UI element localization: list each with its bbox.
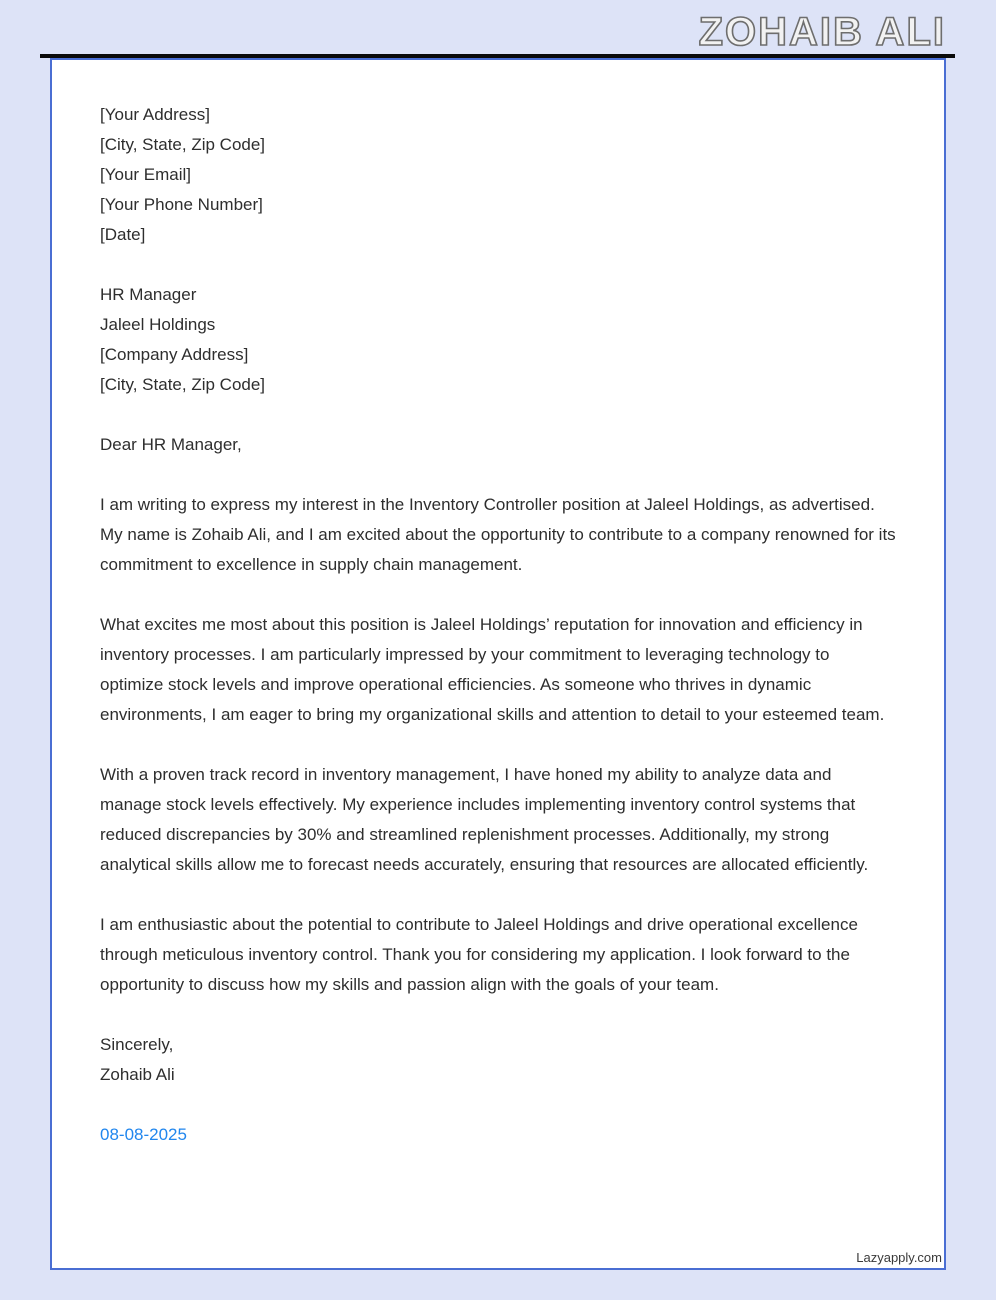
salutation: Dear HR Manager, (100, 435, 242, 454)
salutation-block (100, 430, 896, 460)
sender-address-line: [Your Address] (100, 105, 210, 124)
header (699, 10, 946, 54)
signature-name: Zohaib Ali (100, 1065, 175, 1084)
sender-city-line: [City, State, Zip Code] (100, 135, 266, 154)
closing-phrase: Sincerely, (100, 1035, 174, 1054)
header-name: ZOHAIB ALI (698, 10, 946, 54)
paragraph-intro: I am writing to express my interest in the Inventory Controller position at Jaleel Holdings, as advertised. My name is Zohaib Ali, and I am excited about the opportunity to contribute to a company renowned for its commitment to excellence in supply chain management. (100, 495, 896, 574)
paragraph-motivation: What excites me most about this position is Jaleel Holdings’ reputation for innovation and efficiency in inventory processes. I am particularly impressed by your commitment to leveraging technology to optimize stock levels and improve operational efficiencies. As someone who thrives in dynamic environments, I am eager to bring my organizational skills and attention to detail to your esteemed team. (100, 615, 885, 724)
cover-letter-body (50, 58, 946, 1270)
signature-block (100, 1030, 896, 1090)
recipient-block (100, 280, 896, 400)
paragraph-closing: I am enthusiastic about the potential to contribute to Jaleel Holdings and drive operational excellence through meticulous inventory control. Thank you for considering my application. I look forward to the opportunity to discuss how my skills and passion align with the goals of your team. (100, 915, 858, 994)
sender-date-line: [Date] (100, 225, 146, 244)
sender-email-line: [Your Email] (100, 165, 192, 184)
sender-address-block (100, 100, 896, 250)
footer-brand-link[interactable]: Lazyapply.com (856, 1250, 942, 1265)
paragraph-experience: With a proven track record in inventory management, I have honed my ability to analyze data and manage stock levels effectively. My experience includes implementing inventory control systems that reduced discrepancies by 30% and streamlined replenishment processes. Additionally, my strong analytical skills allow me to forecast needs accurately, ensuring that resources are allocated efficiently. (100, 765, 869, 874)
recipient-city-line: [City, State, Zip Code] (100, 375, 266, 394)
sender-phone-line: [Your Phone Number] (100, 195, 263, 214)
recipient-address-line: [Company Address] (100, 345, 249, 364)
date-link[interactable]: 08-08-2025 (100, 1125, 187, 1144)
recipient-company-line: Jaleel Holdings (100, 315, 216, 334)
recipient-title-line: HR Manager (100, 285, 197, 304)
